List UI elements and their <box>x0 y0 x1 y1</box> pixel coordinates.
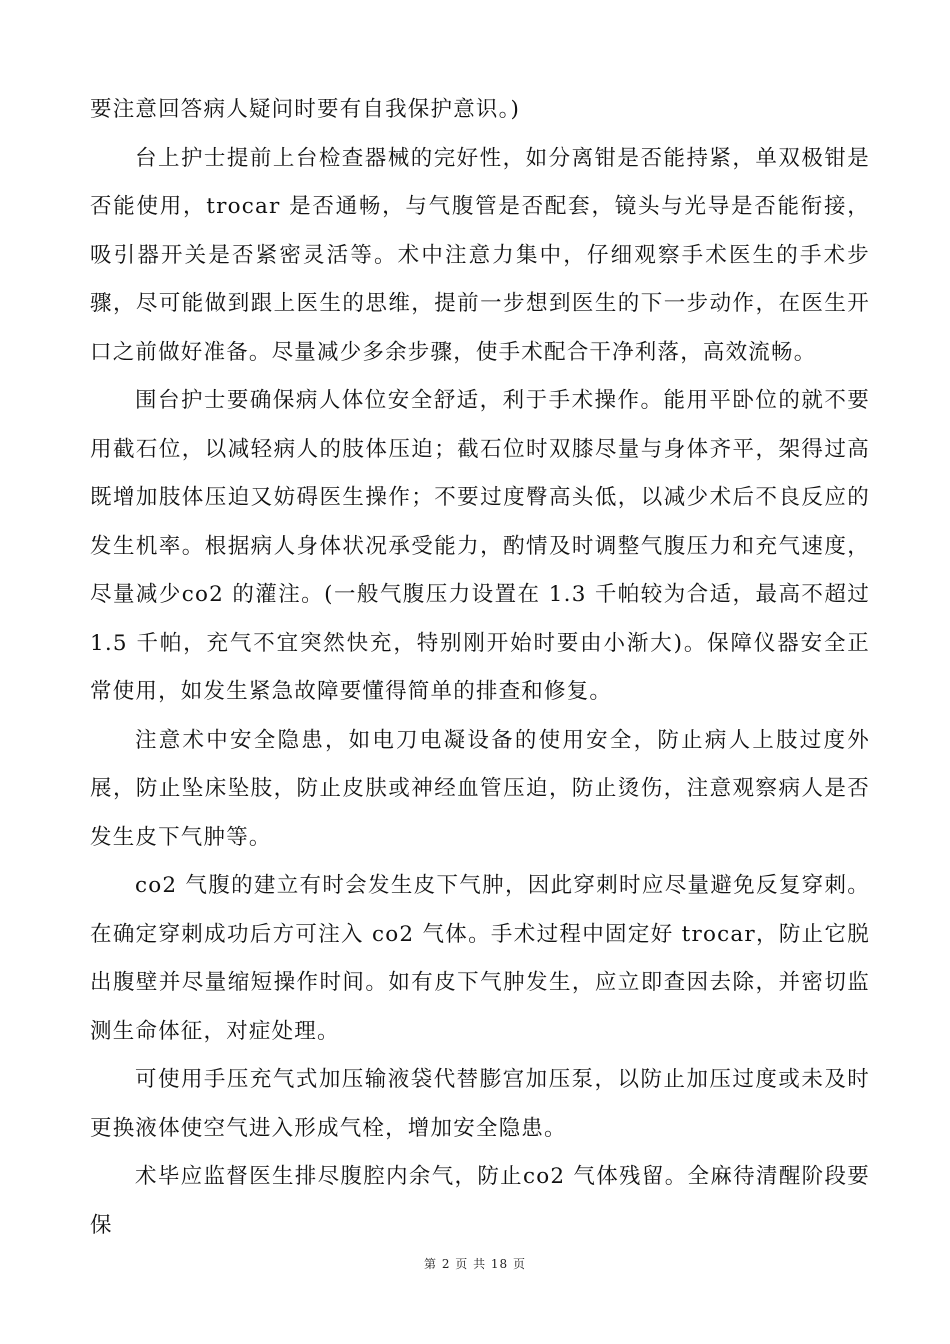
paragraph-safety-hazards: 注意术中安全隐患，如电刀电凝设备的使用安全，防止病人上肢过度外展，防止坠床坠肢，防止皮肤或神经血管压迫，防止烫伤，注意观察病人是否发生皮下气肿等。 <box>90 727 870 850</box>
paragraph-scrub-nurse: 台上护士提前上台检查器械的完好性，如分离钳是否能持紧，单双极钳是否能使用，trocar 是否通畅，与气腹管是否配套，镜头与光导是否能衔接，吸引器开关是否紧密灵活等。术中注意力集中，仔细观察手术医生的手术步骤，尽可能做到跟上医生的思维，提前一步想到医生的下一步动作，在医生开口之前做好准备。尽量减少多余步骤，使手术配合干净利落，高效流畅。 <box>90 145 870 365</box>
paragraph-pneumoperitoneum: co2 气腹的建立有时会发生皮下气肿，因此穿刺时应尽量避免反复穿刺。在确定穿刺成功后方可注入 co2 气体。手术过程中固定好 trocar，防止它脱出腹壁并尽量缩短操作时间。如有皮下气肿发生，应立即查因去除，并密切监测生命体征，对症处理。 <box>90 873 870 1044</box>
page-number-footer: 第 2 页 共 18 页 <box>424 1257 526 1271</box>
paragraph-post-op: 术毕应监督医生排尽腹腔内余气，防止co2 气体残留。全麻待清醒阶段要保 <box>90 1164 870 1238</box>
paragraph-pressure-bag: 可使用手压充气式加压输液袋代替膨宫加压泵，以防止加压过度或未及时更换液体使空气进入形成气栓，增加安全隐患。 <box>90 1067 870 1141</box>
paragraph-circulating-nurse: 围台护士要确保病人体位安全舒适，利于手术操作。能用平卧位的就不要用截石位，以减轻病人的肢体压迫；截石位时双膝尽量与身体齐平，架得过高既增加肢体压迫又妨碍医生操作；不要过度臀高头低，以减少术后不良反应的发生机率。根据病人身体状况承受能力，酌情及时调整气腹压力和充气速度，尽量减少co2 的灌注。(一般气腹压力设置在 1.3 千帕较为合适，最高不超过 1.5 千帕，充气不宜突然快充，特别刚开始时要由小渐大)。保障仪器安全正常使用，如发生紧急故障要懂得简单的排查和修复。 <box>90 388 870 704</box>
paragraph-continuation: 要注意回答病人疑问时要有自我保护意识。) <box>90 97 521 122</box>
document-body <box>90 86 870 1250</box>
